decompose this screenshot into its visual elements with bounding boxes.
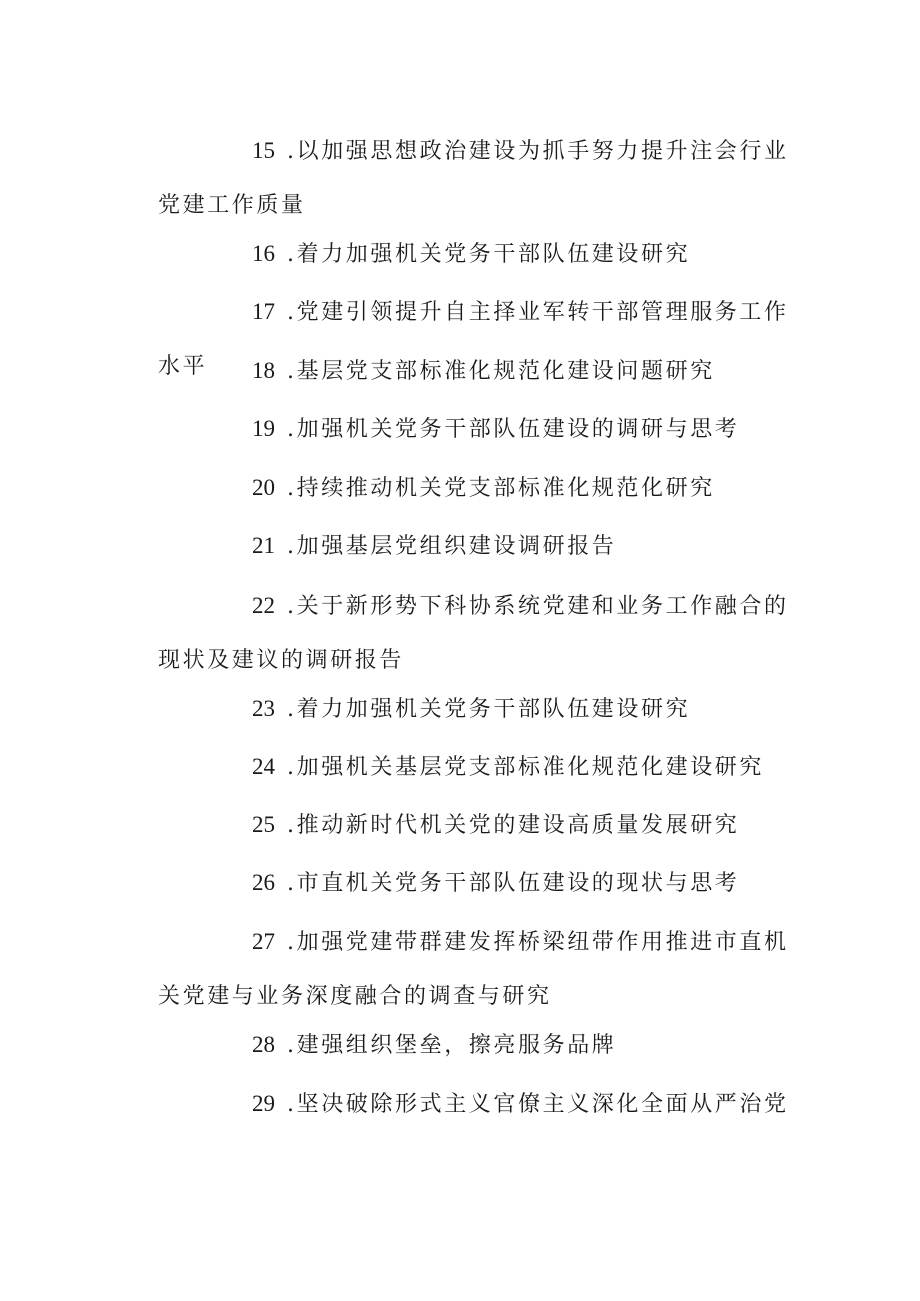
list-item (158, 402, 798, 457)
item-text: .关于新形势下科协系统党建和业务工作融合的现状及建议的调研报告 (158, 594, 789, 673)
item-number: 16 (252, 241, 275, 266)
item-number: 22 (252, 593, 275, 618)
list-item (158, 798, 798, 853)
item-text: .推动新时代机关党的建设高质量发展研究 (287, 813, 740, 838)
item-text: .加强党建带群建发挥桥梁纽带作用推进市直机关党建与业务深度融合的调查与研究 (158, 930, 789, 1009)
item-number: 18 (252, 358, 275, 383)
item-number: 24 (252, 754, 275, 779)
item-text: .基层党支部标准化规范化建设问题研究 (287, 359, 715, 384)
item-number: 19 (252, 416, 275, 441)
list-item (158, 1018, 798, 1073)
item-text: .着力加强机关党务干部队伍建设研究 (287, 242, 691, 267)
list-item (158, 344, 798, 399)
list-item (158, 124, 798, 233)
item-number: 15 (252, 138, 275, 163)
list-item (158, 1077, 798, 1132)
item-number: 20 (252, 475, 275, 500)
item-number: 29 (252, 1091, 275, 1116)
list-item (158, 519, 798, 574)
item-number: 26 (252, 870, 275, 895)
item-number: 28 (252, 1032, 275, 1057)
item-number: 27 (252, 929, 275, 954)
item-number: 21 (252, 533, 275, 558)
list-item (158, 740, 798, 795)
list-item (158, 915, 798, 1024)
item-text: .以加强思想政治建设为抓手努力提升注会行业党建工作质量 (158, 139, 789, 218)
list-item (158, 227, 798, 282)
item-number: 17 (252, 299, 275, 324)
item-text: .党建引领提升自主择业军转干部管理服务工作水平 (158, 300, 789, 379)
item-text: .坚决破除形式主义官僚主义深化全面从严治党 (287, 1092, 789, 1117)
item-text: .建强组织堡垒，擦亮服务品牌 (287, 1033, 617, 1058)
item-text: .加强机关基层党支部标准化规范化建设研究 (287, 755, 764, 780)
list-item (158, 682, 798, 737)
item-text: .持续推动机关党支部标准化规范化研究 (287, 476, 715, 501)
list-item (158, 579, 798, 688)
item-text: .加强基层党组织建设调研报告 (287, 534, 617, 559)
item-text: .市直机关党务干部队伍建设的现状与思考 (287, 871, 740, 896)
item-number: 25 (252, 812, 275, 837)
item-number: 23 (252, 696, 275, 721)
list-item (158, 461, 798, 516)
list-item (158, 856, 798, 911)
item-text: .加强机关党务干部队伍建设的调研与思考 (287, 417, 740, 442)
item-text: .着力加强机关党务干部队伍建设研究 (287, 697, 691, 722)
